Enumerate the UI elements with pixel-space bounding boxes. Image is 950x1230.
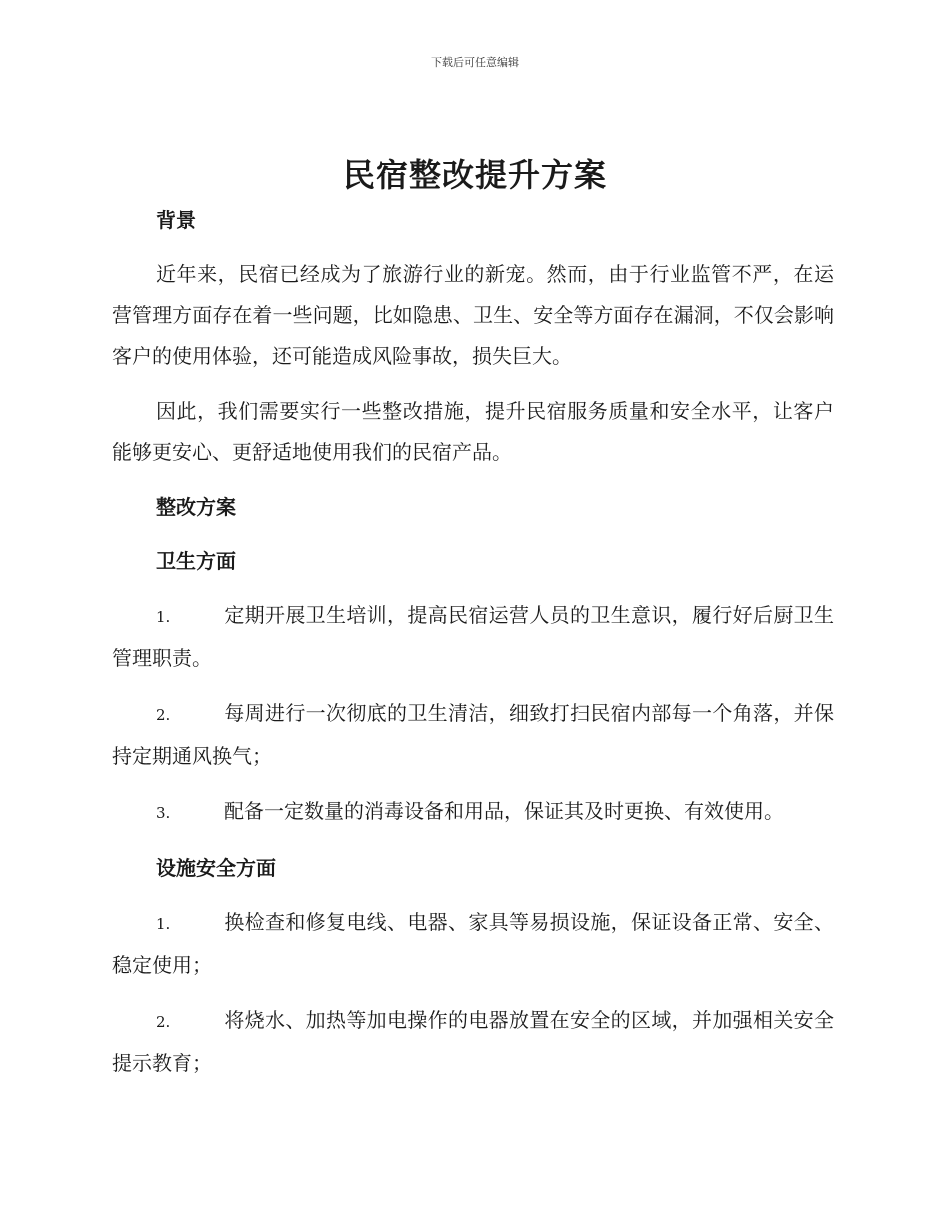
- section-heading-plan: 整改方案: [156, 495, 236, 519]
- list-item-number: 2.: [156, 1013, 171, 1031]
- background-paragraph-1: 近年来，民宿已经成为了旅游行业的新宠。然而，由于行业监管不严，在运营管理方面存在着一些问题，比如隐患、卫生、安全等方面存在漏洞，不仅会影响客户的使用体验，还可能造成风险事故，损失巨大。: [112, 262, 834, 368]
- list-item-text: 定期开展卫生培训，提高民宿运营人员的卫生意识，履行好后厨卫生管理职责。: [112, 603, 834, 670]
- list-item-number: 2.: [156, 706, 171, 724]
- list-item-text: 换检查和修复电线、电器、家具等易损设施，保证设备正常、安全、稳定使用；: [112, 910, 834, 977]
- document-title: 民宿整改提升方案: [342, 156, 607, 194]
- section-heading-hygiene: 卫生方面: [156, 549, 236, 573]
- page-header-note: 下载后可任意编辑: [431, 56, 519, 69]
- section-heading-safety: 设施安全方面: [156, 856, 276, 880]
- list-item: [112, 693, 834, 777]
- list-item-text: 将烧水、加热等加电操作的电器放置在安全的区域，并加强相关安全提示教育；: [112, 1008, 834, 1075]
- document-body: [112, 200, 834, 1084]
- list-item-text: 每周进行一次彻底的卫生清洁，细致打扫民宿内部每一个角落，并保持定期通风换气；: [112, 701, 834, 768]
- list-item-number: 1.: [156, 608, 171, 626]
- list-item: [112, 595, 834, 679]
- background-paragraph-2: 因此，我们需要实行一些整改措施，提升民宿服务质量和安全水平，让客户能够更安心、更舒适地使用我们的民宿产品。: [112, 399, 834, 464]
- list-item-number: 3.: [156, 804, 171, 822]
- section-heading-background: 背景: [156, 208, 196, 232]
- list-item-number: 1.: [156, 915, 171, 933]
- list-item: [112, 1000, 834, 1084]
- list-item: [112, 791, 834, 834]
- list-item: [112, 902, 834, 986]
- list-item-text: 配备一定数量的消毒设备和用品，保证其及时更换、有效使用。: [224, 799, 784, 823]
